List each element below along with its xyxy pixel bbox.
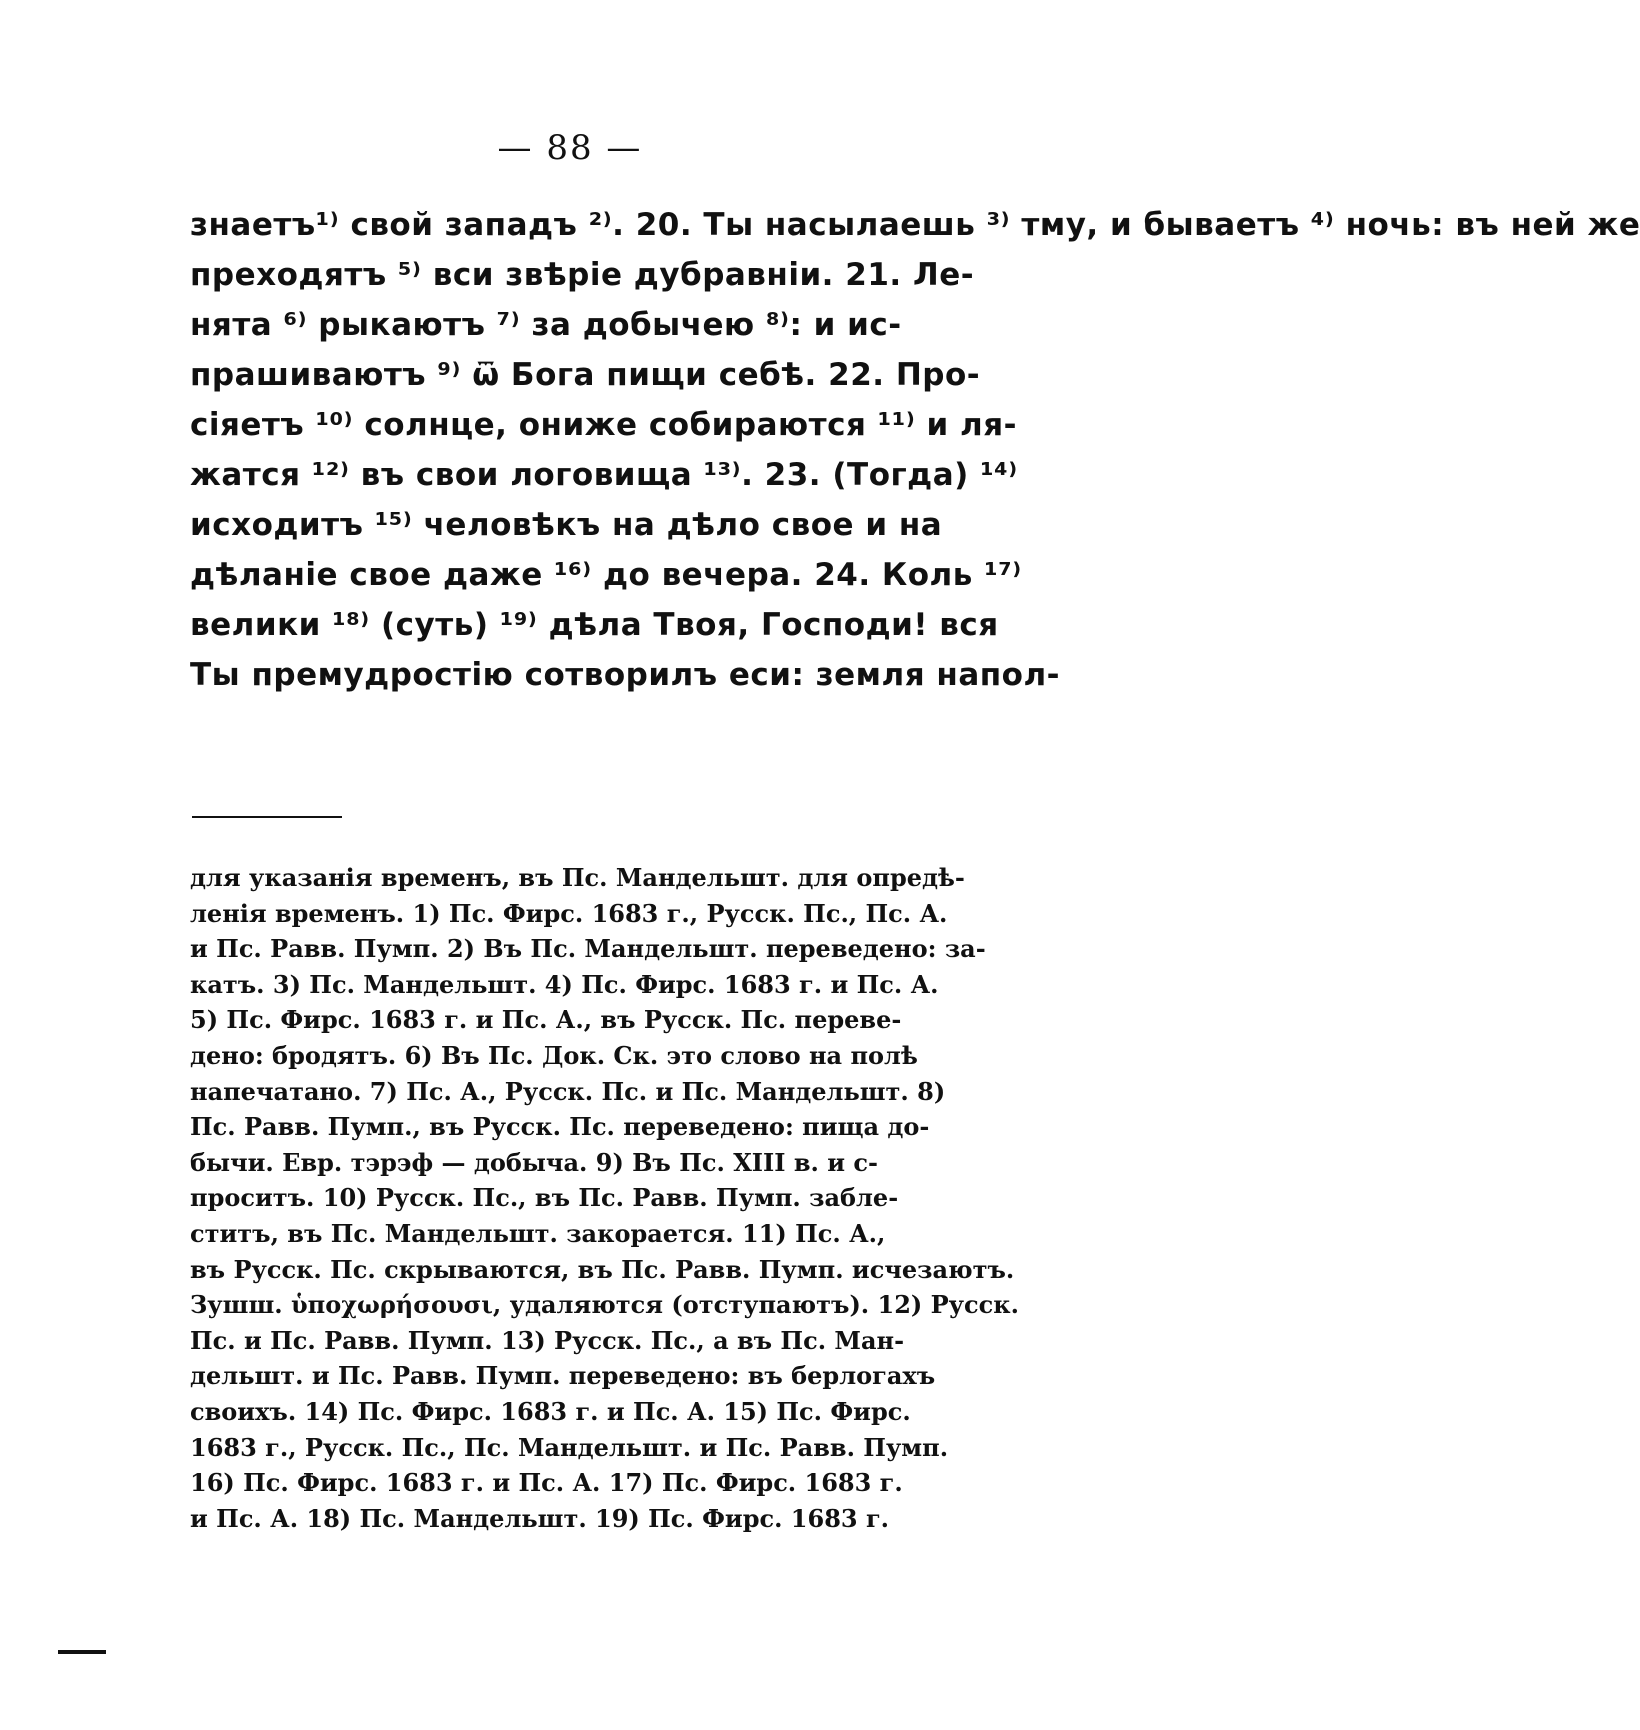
psalm-line: велики ¹⁸⁾ (суть) ¹⁹⁾ дѣла Твоя, Господи! вся	[190, 607, 999, 643]
footnote-line: 1683 г., Русск. Пс., Пс. Мандельшт. и Пс. Равв. Пумп.	[190, 1432, 949, 1462]
footnote-line: катъ. 3) Пс. Мандельшт. 4) Пс. Фирс. 1683 г. и Пс. А.	[190, 969, 939, 999]
psalm-line: дѣланіе свое даже ¹⁶⁾ до вечера. 24. Коль ¹⁷⁾	[190, 557, 1022, 593]
footnote-line: Пс. Равв. Пумп., въ Русск. Пс. переведено: пища до-	[190, 1112, 930, 1142]
footnote-line: напечатано. 7) Пс. А., Русск. Пс. и Пс. Мандельшт. 8)	[190, 1076, 946, 1106]
psalm-line: преходятъ ⁵⁾ вси звѣріе дубравніи. 21. Ле-	[190, 257, 975, 293]
footnote-line: для указанія временъ, въ Пс. Мандельшт. для опредѣ-	[190, 863, 965, 892]
footnotes	[190, 860, 1019, 1536]
footnote-line: въ Русск. Пс. скрываются, въ Пс. Равв. Пумп. исчезаютъ.	[190, 1254, 1015, 1284]
footnote-line: своихъ. 14) Пс. Фирс. 1683 г. и Пс. А. 15) Пс. Фирс.	[190, 1396, 911, 1426]
margin-mark	[58, 1650, 106, 1654]
psalm-line: Ты премудростію сотворилъ еси: земля напол-	[190, 657, 1061, 693]
footnote-divider	[192, 816, 342, 818]
psalm-line: прашиваютъ ⁹⁾ ѿ Бога пищи себѣ. 22. Про-	[190, 357, 981, 393]
footnote-line: 5) Пс. Фирс. 1683 г. и Пс. А., въ Русск. Пс. переве-	[190, 1005, 902, 1035]
psalm-line: нята ⁶⁾ рыкаютъ ⁷⁾ за добычею ⁸⁾: и ис-	[190, 307, 902, 343]
footnote-line: ленія временъ. 1) Пс. Фирс. 1683 г., Русск. Пс., Пс. А.	[190, 898, 948, 928]
footnote-line: дельшт. и Пс. Равв. Пумп. переведено: въ берлогахъ	[190, 1361, 936, 1391]
psalm-line: знаетъ¹⁾ свой западъ ²⁾. 20. Ты насылаешь ³⁾ тму, и бываетъ ⁴⁾ ночь: въ ней же	[190, 207, 1640, 243]
footnote-line: и Пс. А. 18) Пс. Мандельшт. 19) Пс. Фирс. 1683 г.	[190, 1503, 890, 1533]
footnote-line: и Пс. Равв. Пумп. 2) Въ Пс. Мандельшт. переведено: за-	[190, 934, 986, 964]
psalm-line: жатся ¹²⁾ въ свои логовища ¹³⁾. 23. (Тогда) ¹⁴⁾	[190, 457, 1018, 493]
psalm-line: сіяетъ ¹⁰⁾ солнце, ониже собираются ¹¹⁾ и ля-	[190, 407, 1018, 443]
footnote-line: Пс. и Пс. Равв. Пумп. 13) Русск. Пс., а въ Пс. Ман-	[190, 1325, 905, 1355]
psalm-line: исходитъ ¹⁵⁾ человѣкъ на дѣло свое и на	[190, 507, 943, 543]
footnote-line: проситъ. 10) Русск. Пс., въ Пс. Равв. Пумп. забле-	[190, 1183, 899, 1213]
footnote-line: Зушш. ὑποχωρήσουσι, удаляются (отступаютъ). 12) Русск.	[190, 1290, 1019, 1320]
footnote-line: дено: бродятъ. 6) Въ Пс. Док. Ск. это слово на полѣ	[190, 1040, 918, 1070]
footnote-line: бычи. Евр. тэрэф — добыча. 9) Въ Пс. XIII в. и с-	[190, 1147, 878, 1177]
footnote-line: 16) Пс. Фирс. 1683 г. и Пс. А. 17) Пс. Фирс. 1683 г.	[190, 1468, 903, 1498]
footnote-line: ститъ, въ Пс. Мандельшт. закорается. 11) Пс. А.,	[190, 1218, 886, 1248]
page-number: — 88 —	[497, 128, 643, 168]
psalm-text	[190, 200, 1640, 700]
